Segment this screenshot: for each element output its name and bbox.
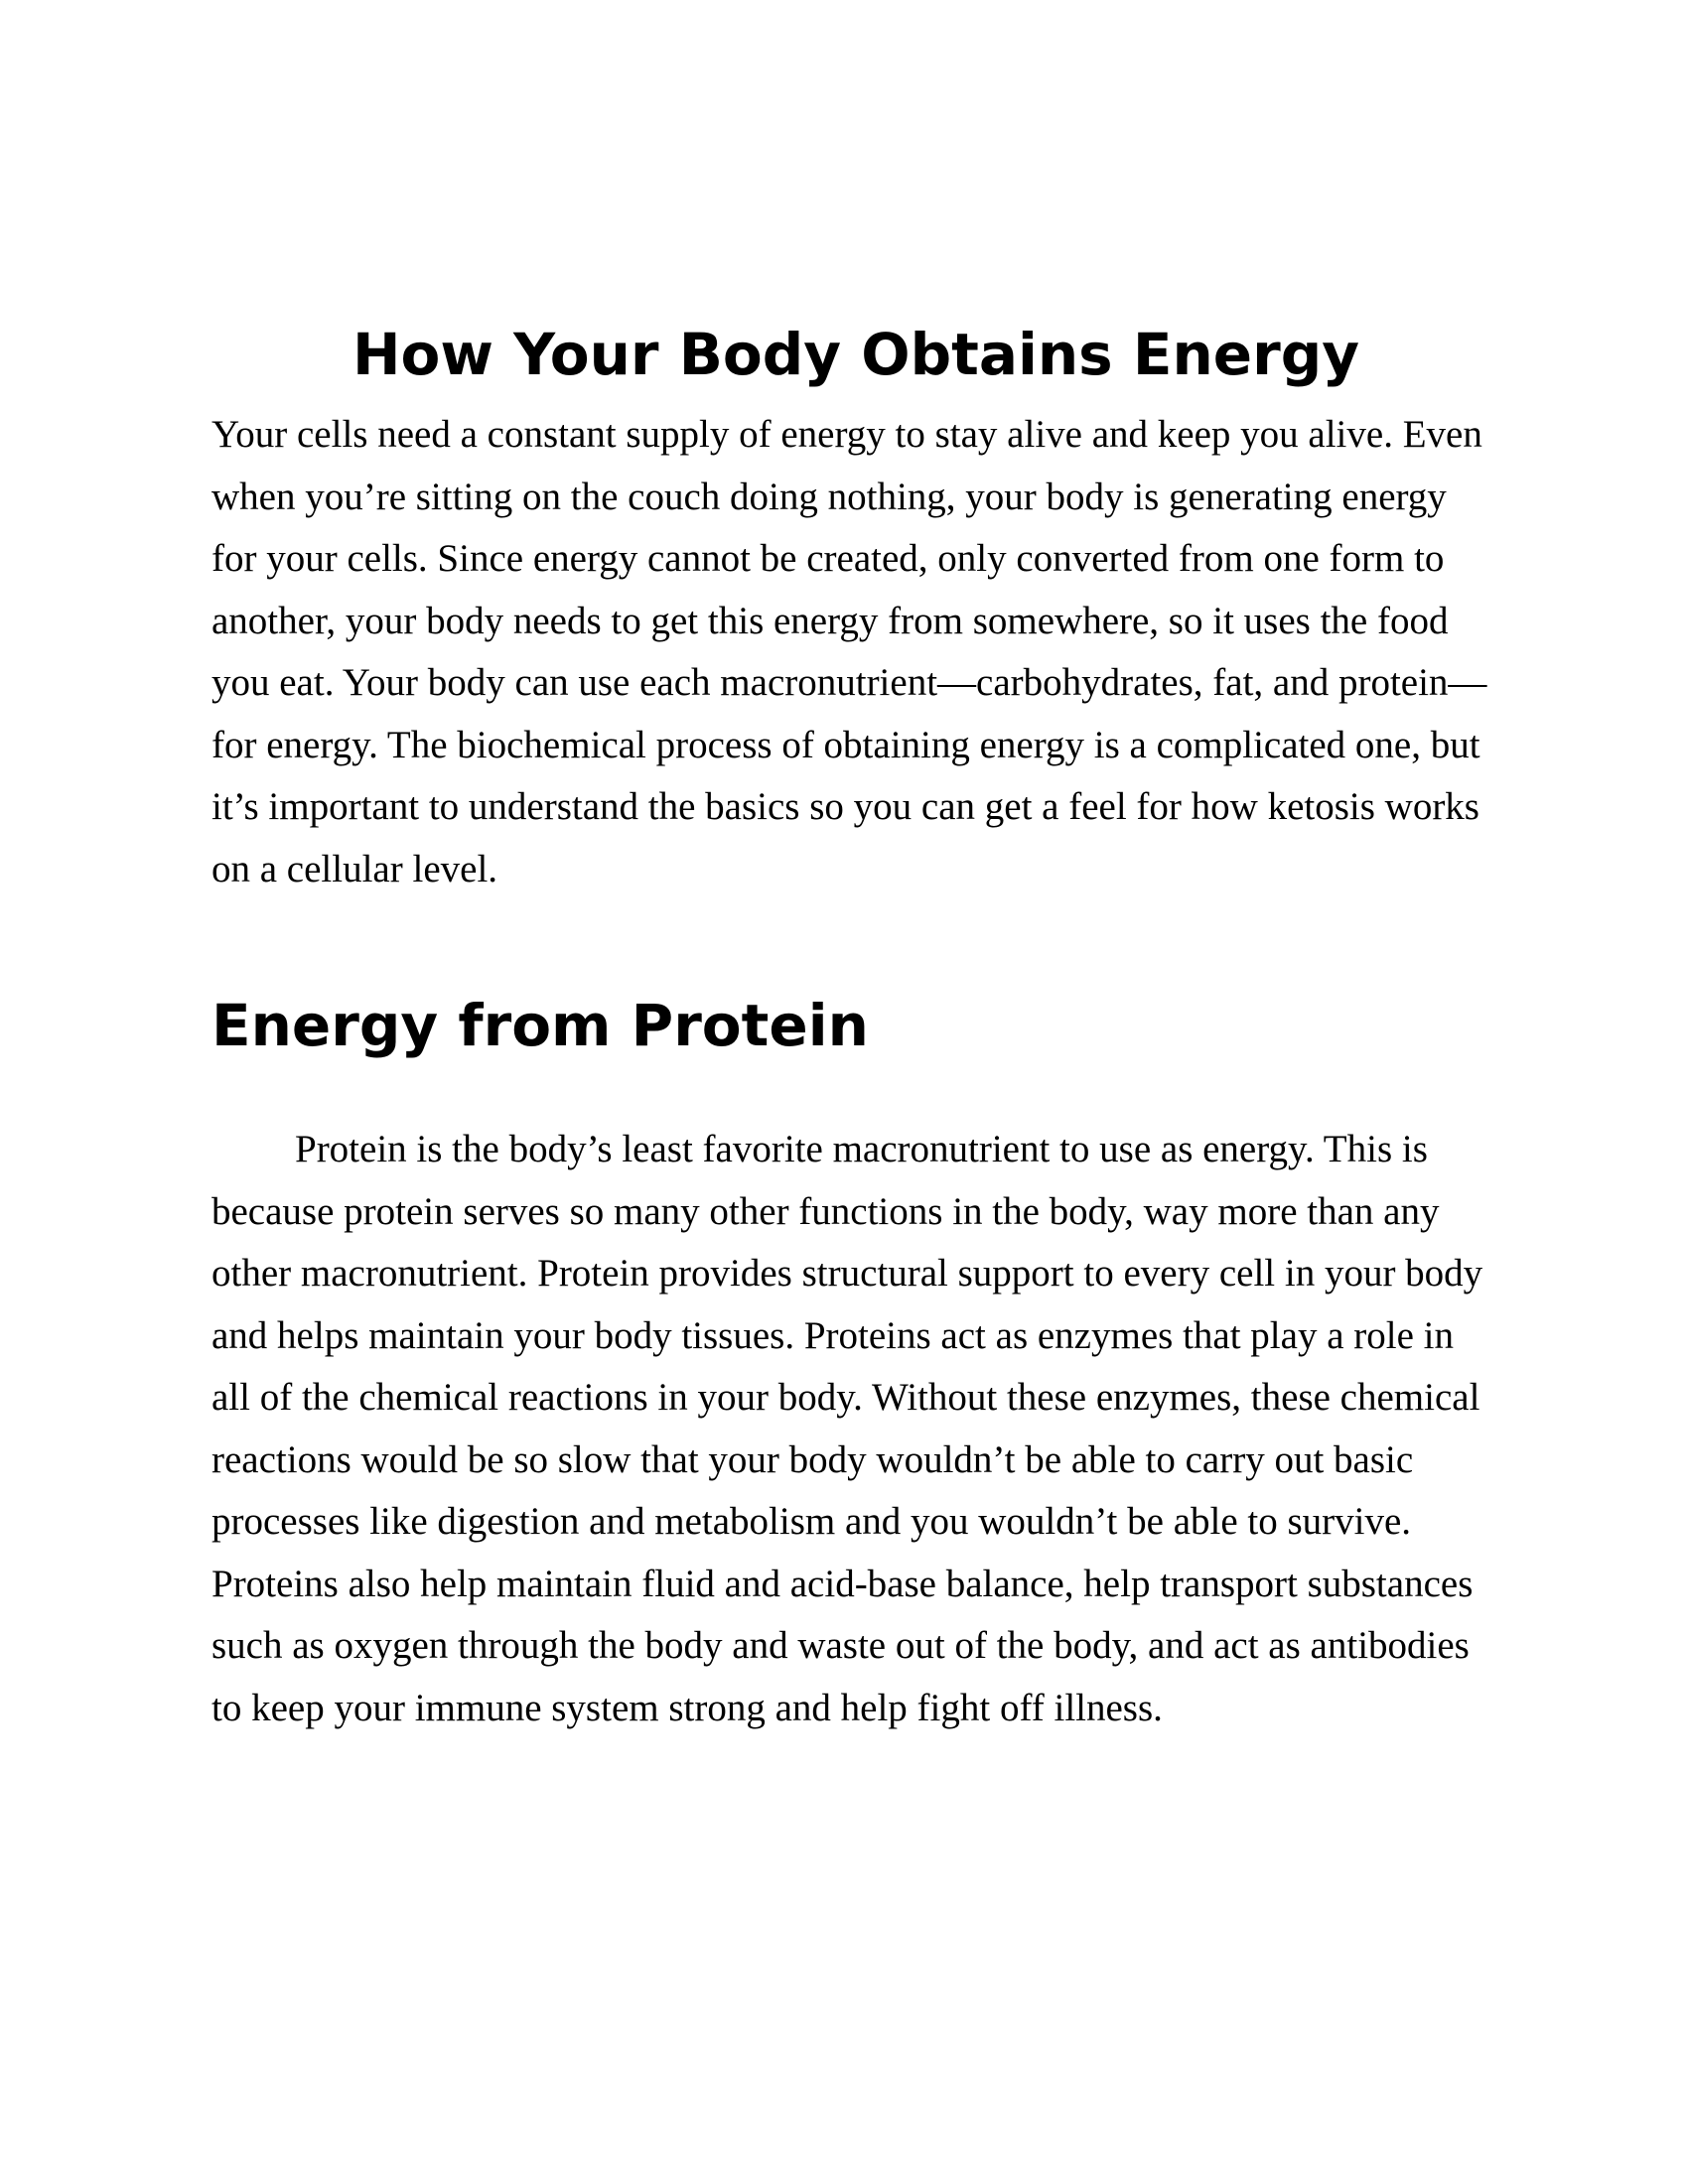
intro-paragraph: Your cells need a constant supply of energy to stay alive and keep you alive. Even when you’re sitting on the couch doing nothing, your body is generating energy for your cells. Since energy cannot be created, only converted from one form to another, your body needs to get this energy from somewhere, so it uses the food you eat. Your body can use each macronutrient—carbohydrates, fat, and protein—for energy. The biochemical process of obtaining energy is a complicated one, but it’s important to understand the basics so you can get a feel for how ketosis works on a cellular level.	[211, 413, 1487, 890]
section-paragraph: Protein is the body’s least favorite macronutrient to use as energy. This is because protein serves so many other functions in the body, way more than any other macronutrient. Protein provides structural support to every cell in your body and helps maintain your body tissues. Proteins act as enzymes that play a role in all of the chemical reactions in your body. Without these enzymes, these chemical reactions would be so slow that your body wouldn’t be able to carry out basic processes like digestion and metabolism and you wouldn’t be able to survive. Proteins also help maintain fluid and acid-base balance, help transport substances such as oxygen through the body and waste out of the body, and act as antibodies to keep your immune system strong and help fight off illness.	[211, 1128, 1483, 1729]
page-title: How Your Body Obtains Energy	[352, 321, 1360, 388]
section-heading: Energy from Protein	[211, 992, 869, 1059]
page-content	[211, 313, 1492, 1739]
